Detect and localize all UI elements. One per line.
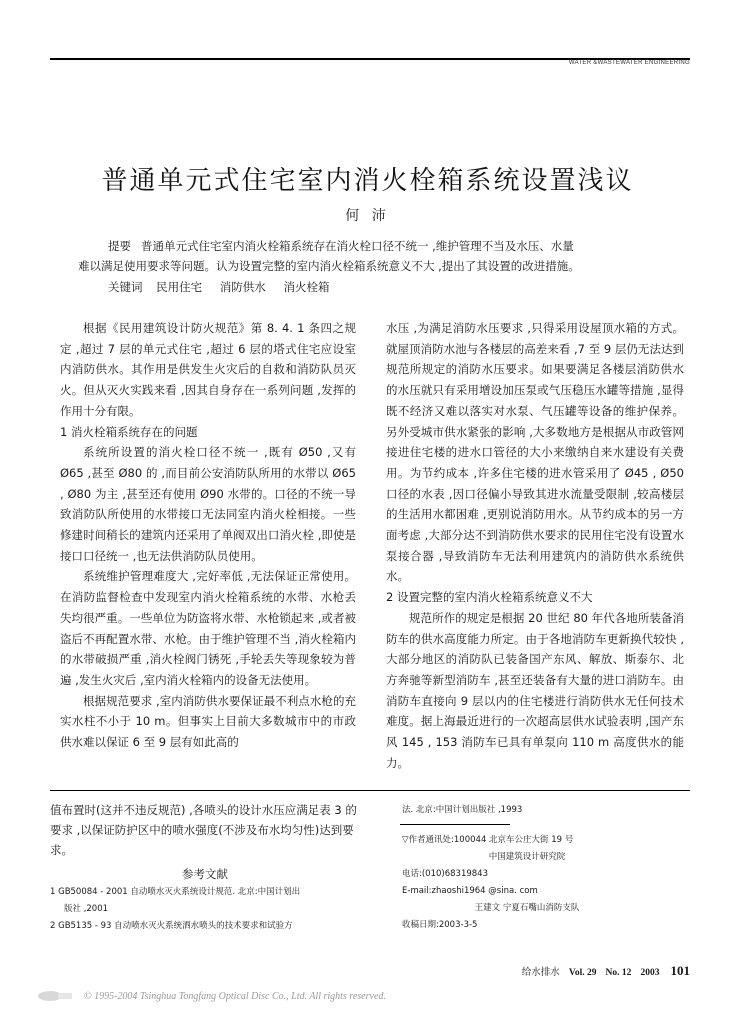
references-title: 参考文献 bbox=[182, 867, 228, 881]
page-number: 101 bbox=[670, 963, 690, 978]
page-divider bbox=[50, 790, 690, 791]
body-right-column bbox=[386, 318, 684, 773]
keywords-label: 关键词 bbox=[108, 280, 143, 294]
paragraph: 系统维护管理难度大 ,完好率低 ,无法保证正常使用。在消防监督检查中发现室内消火栓箱系统的水带、水枪丢失均很严重。一些单位为防盗将水带、水枪锁起来 ,或者被盗后不再配置水带、水枪。由于维护管理不当 ,消火栓箱内的水带破损严重 ,消火栓阀门锈死 ,手轮丢失等现象较为普遍 ,发生火灾后 ,室内消火栓箱内的设备无法使用。 bbox=[60, 569, 356, 687]
author-institution: 中国建筑设计研究院 bbox=[488, 852, 566, 862]
abstract bbox=[78, 236, 676, 297]
received-date: 收稿日期:2003-3-5 bbox=[402, 920, 478, 930]
year: 2003 bbox=[640, 968, 660, 978]
paragraph: 根据《民用建筑设计防火规范》第 8. 4. 1 条四之规定 ,超过 7 层的单元式住宅 ,超过 6 层的塔式住宅应设室内消防供水。其作用是供发生火灾后的自救和消防队员灭火。但从灭火实践来看 ,因其自身存在一系列问题 ,发挥的作用十分有限。 bbox=[60, 321, 356, 418]
paragraph: 规范所作的规定是根据 20 世纪 80 年代各地所装备消防车的供水高度能力所定。由于各地消防车更新换代较快 ,大部分地区的消防队已装备国产东风、解放、斯泰尔、北方奔驰等新型消防车 ,甚至还装备有大量的进口消防车。由消防车直接向 9 层以内的住宅楼进行消防供水无任何技术难度。据上海最近进行的一次超高层供水试验表明 ,国产东风 145 , 153 消防车已具有单泵向 110 m 高度供水的能力。 bbox=[386, 610, 684, 770]
footnote-rule bbox=[400, 824, 510, 825]
reference-text: 1 GB50084 - 2001 自动喷水灭火系统设计规范. 北京:中国计划出 bbox=[50, 887, 301, 897]
publisher-logo-icon bbox=[36, 987, 76, 1003]
body-left-column bbox=[60, 318, 356, 753]
copyright-notice: © 1995-2004 Tsinghua Tongfang Optical Disc Co., Ltd. All rights reserved. bbox=[84, 991, 386, 1002]
abstract-line1 bbox=[78, 236, 676, 256]
reference-continuation: 法. 北京:中国计划出版社 ,1993 bbox=[402, 805, 523, 815]
journal-name: 给水排水 bbox=[521, 967, 560, 978]
page-footer bbox=[470, 963, 690, 979]
issue: No. 12 bbox=[605, 968, 632, 978]
author-email: E-mail:zhaoshi1964 @sina. com bbox=[402, 886, 538, 896]
reference-text: 版社 ,2001 bbox=[64, 904, 109, 914]
section-heading-2: 2 设置完整的室内消火栓箱系统意义不大 bbox=[386, 590, 593, 605]
previous-article-end bbox=[50, 800, 360, 935]
journal-header: WATER &WASTEWATER ENGINEERING bbox=[568, 60, 690, 66]
keyword: 消火栓箱 bbox=[283, 280, 330, 294]
reference-item: 2 GB5135 - 93 自动喷水灭火系统洒水喷头的技术要求和试验方 bbox=[50, 921, 293, 931]
author-org: 王建文 宁夏石嘴山消防支队 bbox=[474, 903, 580, 913]
paragraph: 值布置时(这并不违反规范) ,各喷头的设计水压应满足表 3 的要求 ,以保证防护区中的喷水强度(不涉及布水均匀性)达到要求。 bbox=[50, 803, 357, 857]
section-heading-1: 1 消火栓箱系统存在的问题 bbox=[60, 424, 198, 439]
keyword: 消防供水 bbox=[219, 280, 266, 294]
paragraph: 系统所设置的消火栓口径不统一 ,既有 Ø50 ,又有 Ø65 ,甚至 Ø80 的 ,而目前公安消防队所用的水带以 Ø65 , Ø80 为主 ,甚至还有使用 Ø90 水带的。口径的不统一导致消防队所使用的水带接口无法同室内消火栓相接。一些修建时间稍长的建筑内还采用了单阀双出口消火栓 ,即使是接口口径统一 ,也无法供消防队员使用。 bbox=[60, 445, 356, 563]
abstract-label: 提要 bbox=[108, 239, 131, 253]
author: 何 沛 bbox=[345, 208, 390, 224]
keyword: 民用住宅 bbox=[156, 280, 203, 294]
volume: Vol. 29 bbox=[568, 968, 597, 978]
keywords bbox=[78, 277, 676, 297]
abstract-text-2: 难以满足使用要求等问题。认为设置完整的室内消火栓箱系统意义不大 ,提出了其设置的改进措施。 bbox=[78, 259, 580, 273]
author-address: ▽作者通讯处:100044 北京车公庄大街 19 号 bbox=[402, 835, 574, 845]
abstract-text-1: 普通单元式住宅室内消火栓箱系统存在消火栓口径不统一 ,维护管理不当及水压、水量 bbox=[141, 239, 574, 253]
author-info bbox=[402, 802, 692, 934]
reference-item bbox=[50, 884, 360, 918]
author-phone: 电话:(010)68319843 bbox=[402, 869, 488, 879]
paragraph: 水压 ,为满足消防水压要求 ,只得采用设屋顶水箱的方式。就屋顶消防水池与各楼层的高差来看 ,7 至 9 层仍无法达到规范所规定的消防水压要求。如果要满足各楼层消防供水的水压就只有采用增设加压泵或气压稳压水罐等措施 ,显得既不经济又难以落实对水泵、气压罐等设备的维护保养。另外受城市供水紧张的影响 ,大多数地方是根据从市政管网接进住宅楼的进水口管径的大小来缴纳自来水建设有关费用。为节约成本 ,许多住宅楼的进水管采用了 Ø45 , Ø50 口径的水表 ,因口径偏小导致其进水流量受限制 ,较高楼层的生活用水都困难 ,更别说消防用水。从节约成本的另一方面考虑 ,大部分达不到消防供水要求的民用住宅没有设置水泵接合器 ,导致消防车无法利用建筑内的消防供水系统供水。 bbox=[386, 321, 684, 584]
article-title: 普通单元式住宅室内消火栓箱系统设置浅议 bbox=[101, 166, 634, 196]
paragraph: 根据规范要求 ,室内消防供水要保证最不利点水枪的充实水柱不小于 10 m。但事实上目前大多数城市中的市政供水难以保证 6 至 9 层有如此高的 bbox=[60, 693, 356, 750]
